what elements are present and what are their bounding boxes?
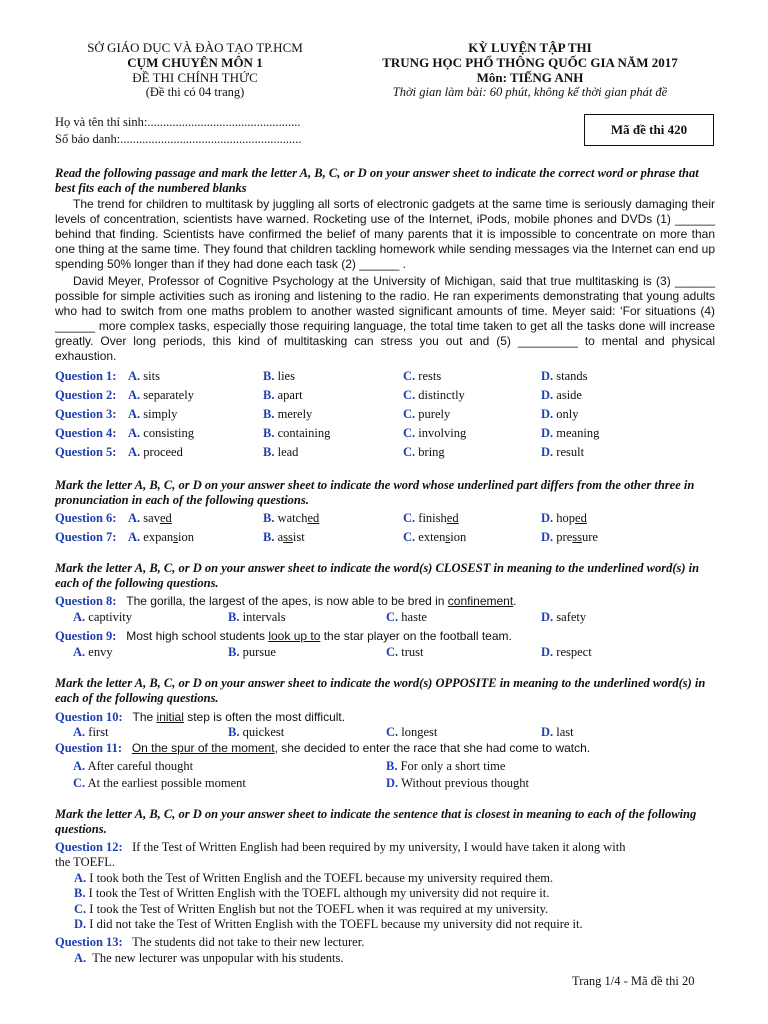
- option-letter: A.: [128, 426, 141, 440]
- option-text: involving: [418, 426, 467, 440]
- option-text: expan: [143, 530, 174, 544]
- option-text: Without previous thought: [401, 776, 530, 790]
- option-letter: D.: [541, 445, 554, 459]
- option-text: haste: [401, 610, 427, 624]
- option-text: containing: [277, 426, 331, 440]
- question-12-option-b: [74, 886, 714, 901]
- stem-text: .: [513, 594, 517, 608]
- option-text: a: [277, 530, 284, 544]
- option-text: rests: [418, 369, 442, 383]
- option-letter: D.: [541, 530, 554, 544]
- option-text: At the earliest possible moment: [87, 776, 246, 790]
- option-b: [263, 445, 298, 460]
- question-8-options: [55, 610, 715, 626]
- question-6: [55, 511, 715, 527]
- question-label: Question 13:: [55, 935, 123, 949]
- option-text: last: [556, 725, 574, 739]
- option-letter: A.: [74, 871, 87, 885]
- option-letter: D.: [386, 776, 399, 790]
- subject-name: Môn: TIẾNG ANH: [476, 70, 584, 85]
- page-footer: Trang 1/4 - Mã đề thi 20: [572, 974, 695, 988]
- question-7: [55, 530, 715, 546]
- option-letter: D.: [541, 407, 554, 421]
- question-label: Question 10:: [55, 710, 123, 724]
- option-letter: B.: [228, 645, 240, 659]
- header-right: [345, 40, 715, 100]
- passage-paragraph-2: [55, 274, 715, 363]
- option-text: lies: [277, 369, 295, 383]
- option-underlined: ss: [572, 530, 582, 544]
- option-underlined: s: [173, 530, 179, 544]
- option-text: exten: [418, 530, 446, 544]
- question-label: Question 12:: [55, 840, 123, 854]
- option-text: meaning: [556, 426, 600, 440]
- candidate-name-line: Họ và tên thí sinh:.................................................: [55, 115, 301, 129]
- option-letter: A.: [73, 645, 86, 659]
- option-d: [541, 445, 584, 460]
- question-3: [55, 407, 715, 423]
- question-label: Question 7:: [55, 530, 117, 544]
- option-a: [128, 407, 177, 422]
- option-b: [263, 388, 303, 403]
- option-text: simply: [143, 407, 178, 421]
- option-text: I took the Test of Written English with the TOEFL although my university did not require it.: [88, 886, 550, 900]
- section4-instruction: Mark the letter A, B, C, or D on your answer sheet to indicate the word(s) OPPOSITE in meaning to the underlined word(s) in each of the following questions.: [55, 676, 706, 705]
- option-c: [403, 369, 441, 384]
- stem-underlined: On the spur of the moment: [131, 741, 275, 755]
- option-text: sav: [143, 511, 160, 525]
- option-letter: C.: [403, 426, 416, 440]
- option-letter: A.: [73, 759, 86, 773]
- page-count-note: (Đề thi có 04 trang): [145, 85, 245, 99]
- stem-text: The gorilla, the largest of the apes, is now able to be bred in: [126, 594, 448, 608]
- option-letter: C.: [386, 645, 399, 659]
- question-label: Question 9:: [55, 629, 117, 643]
- question-11-stem: [55, 741, 715, 757]
- option-underlined: ss: [283, 530, 293, 544]
- passage-text-1: The trend for children to multitask by juggling all sorts of electronic gadgets at the same time is seriously damaging their levels of concentration, scientists have warned. Rocketing use of the Internet, iPods, mobile phones and DVDs (1) ______ behind that finding. Scientists have confirmed the belief of many parents that it is impossible to concentrate on more than one thing at the same time. They found that children tackling homework while sending messages via the Internet can end up spending 50% longer than if they had done each task (2) ______ .: [55, 197, 715, 271]
- exam-title: KỲ LUYỆN TẬP THI: [468, 40, 592, 55]
- stem-text: , she decided to enter the race that she had come to watch.: [274, 741, 591, 755]
- option-text: proceed: [143, 445, 183, 459]
- question-label: Question 8:: [55, 594, 117, 608]
- option-b: [263, 369, 295, 384]
- option-text: longest: [401, 725, 438, 739]
- option-letter: B.: [228, 725, 240, 739]
- option-d: [541, 388, 582, 403]
- exam-code-box: Mã đề thi 420: [584, 114, 714, 146]
- stem-text: The: [132, 710, 157, 724]
- question-stem: [125, 741, 590, 755]
- question-label: Question 1:: [55, 369, 117, 383]
- option-letter: C.: [74, 902, 87, 916]
- option-letter: C.: [386, 610, 399, 624]
- option-text: hop: [556, 511, 576, 525]
- option-c: [403, 388, 465, 403]
- option-underlined: ed: [159, 511, 172, 525]
- stem-text: The students did not take to their new lecturer.: [132, 935, 365, 949]
- option-d: [541, 407, 579, 422]
- question-13-option-a: [74, 951, 714, 966]
- option-letter: B.: [263, 511, 275, 525]
- option-letter: A.: [128, 388, 141, 402]
- question-12-option-c: [74, 902, 714, 917]
- candidate-id-line: Số báo danh:..........................................................: [55, 132, 302, 146]
- option-text: ion: [450, 530, 467, 544]
- option-text: The new lecturer was unpopular with his students.: [92, 951, 344, 965]
- option-text: sits: [143, 369, 160, 383]
- option-c: [403, 445, 445, 460]
- option-letter: D.: [541, 645, 554, 659]
- option-text: merely: [277, 407, 313, 421]
- option-letter: A.: [74, 951, 87, 965]
- section5-instruction: Mark the letter A, B, C, or D on your answer sheet to indicate the sentence that is closest in meaning to each of the following questions.: [55, 807, 697, 836]
- header-left: [55, 40, 335, 100]
- option-c: [403, 407, 450, 422]
- option-text: For only a short time: [400, 759, 506, 773]
- option-text: I took both the Test of Written English and the TOEFL because my university required them.: [89, 871, 554, 885]
- cluster-name: CỤM CHUYÊN MÔN 1: [127, 55, 263, 70]
- question-11-options-row2: [55, 776, 715, 792]
- option-underlined: ed: [446, 511, 459, 525]
- option-text: watch: [277, 511, 308, 525]
- option-letter: A.: [128, 530, 141, 544]
- option-text: respect: [556, 645, 592, 659]
- option-text: stands: [556, 369, 588, 383]
- option-letter: C.: [386, 725, 399, 739]
- option-letter: B.: [228, 610, 240, 624]
- option-b: [263, 426, 330, 441]
- question-stem: [126, 710, 345, 724]
- option-letter: A.: [73, 610, 86, 624]
- option-letter: B.: [263, 445, 275, 459]
- section1-instruction: Read the following passage and mark the letter A, B, C, or D on your answer sheet to indicate the correct word or phrase that best fits each of the numbered blanks: [55, 166, 699, 195]
- time-limit: Thời gian làm bài: 60 phút, không kể thời gian phát đề: [392, 85, 668, 99]
- option-text: lead: [277, 445, 299, 459]
- option-letter: A.: [73, 725, 86, 739]
- option-underlined: s: [445, 530, 451, 544]
- question-5: [55, 445, 715, 461]
- option-text: only: [556, 407, 579, 421]
- option-letter: C.: [403, 369, 416, 383]
- option-letter: B.: [263, 530, 275, 544]
- option-letter: D.: [541, 511, 554, 525]
- option-text: quickest: [242, 725, 285, 739]
- question-12-stem: [55, 840, 715, 856]
- question-stem: [120, 629, 512, 643]
- option-letter: B.: [263, 407, 275, 421]
- option-text: intervals: [242, 610, 286, 624]
- question-12-option-d: [74, 917, 714, 932]
- question-9-stem: [55, 629, 715, 645]
- question-label: Question 11:: [55, 741, 123, 755]
- option-letter: B.: [74, 886, 86, 900]
- question-12-option-a: [74, 871, 714, 886]
- official-exam-label: ĐỀ THI CHÍNH THỨC: [132, 70, 258, 85]
- option-a: [128, 426, 194, 441]
- option-text: After careful thought: [87, 759, 194, 773]
- option-d: [541, 369, 588, 384]
- option-c: [403, 426, 466, 441]
- stem-text: step is often the most difficult.: [183, 710, 346, 724]
- option-letter: C.: [403, 511, 416, 525]
- option-letter: A.: [128, 369, 141, 383]
- option-text: safety: [556, 610, 587, 624]
- option-letter: C.: [403, 530, 416, 544]
- option-letter: D.: [74, 917, 87, 931]
- option-letter: C.: [403, 388, 416, 402]
- option-text: distinctly: [418, 388, 465, 402]
- question-13-stem: [55, 935, 715, 951]
- option-letter: C.: [403, 407, 416, 421]
- stem-underlined: initial: [156, 710, 184, 724]
- passage-text-2: David Meyer, Professor of Cognitive Psychology at the University of Michigan, said that true multitasking is (3) ______ possible for simple activities such as ironing and listening to the radio. He ran experiments demonstrating that young adults who had to switch from one maths problem to another wasted significant amounts of time. Meyer said: ‘For situations (4) ______ more complex tasks, especially those requiring language, the total time taken to get all the tasks done will increase greatly. Over long periods, this kind of multitasking can stress you out and (5) _________ to mental and physical exhaustion.: [55, 274, 715, 363]
- option-letter: B.: [386, 759, 398, 773]
- option-text: ist: [292, 530, 305, 544]
- question-label: Question 3:: [55, 407, 117, 421]
- option-letter: B.: [263, 369, 275, 383]
- question-8-stem: [55, 594, 715, 610]
- option-text: envy: [88, 645, 113, 659]
- option-letter: D.: [541, 725, 554, 739]
- option-text: aside: [556, 388, 582, 402]
- option-a: [128, 445, 183, 460]
- option-text: separately: [143, 388, 194, 402]
- question-stem: [126, 840, 626, 854]
- question-12-stem-cont: the TOEFL.: [55, 855, 115, 869]
- question-4: [55, 426, 715, 442]
- section2-instruction: Mark the letter A, B, C, or D on your answer sheet to indicate the word whose underlined part differs from the other three in pronunciation in each of the following questions.: [55, 478, 695, 507]
- option-text: ure: [581, 530, 598, 544]
- stem-text: the star player on the football team.: [320, 629, 512, 643]
- option-text: pre: [556, 530, 573, 544]
- option-text: purely: [418, 407, 451, 421]
- option-text: captivity: [88, 610, 133, 624]
- option-underlined: ed: [575, 511, 587, 525]
- option-text: bring: [418, 445, 445, 459]
- question-stem: [120, 594, 517, 608]
- option-letter: D.: [541, 426, 554, 440]
- option-text: consisting: [143, 426, 194, 440]
- option-letter: A.: [128, 407, 141, 421]
- question-11-options-row1: [55, 759, 715, 775]
- stem-underlined: look up to: [268, 629, 321, 643]
- section3-instruction: Mark the letter A, B, C, or D on your answer sheet to indicate the word(s) CLOSEST in meaning to the underlined word(s) in each of the following questions.: [55, 561, 700, 590]
- option-text: ion: [178, 530, 194, 544]
- exam-subtitle: TRUNG HỌC PHỔ THÔNG QUỐC GIA NĂM 2017: [382, 55, 678, 70]
- department-name: SỞ GIÁO DỤC VÀ ĐÀO TẠO TP.HCM: [87, 40, 303, 55]
- option-text: I did not take the Test of Written English with the TOEFL because my university did not require it.: [89, 917, 583, 931]
- question-label: Question 5:: [55, 445, 117, 459]
- option-text: result: [556, 445, 585, 459]
- option-a: [128, 388, 194, 403]
- question-label: Question 6:: [55, 511, 117, 525]
- stem-underlined: confinement: [447, 594, 514, 608]
- option-b: [263, 407, 312, 422]
- option-a: [128, 369, 160, 384]
- option-text: trust: [401, 645, 424, 659]
- option-letter: D.: [541, 388, 554, 402]
- question-10-options: [55, 725, 715, 741]
- option-text: first: [88, 725, 109, 739]
- option-letter: B.: [263, 426, 275, 440]
- option-text: I took the Test of Written English but not the TOEFL when it was required at my university.: [89, 902, 549, 916]
- stem-text: If the Test of Written English had been required by my university, I would have taken it along with: [132, 840, 626, 854]
- question-1: [55, 369, 715, 385]
- question-stem: [126, 935, 364, 949]
- option-letter: D.: [541, 610, 554, 624]
- option-underlined: ed: [307, 511, 320, 525]
- option-text: pursue: [242, 645, 276, 659]
- question-label: Question 2:: [55, 388, 117, 402]
- question-9-options: [55, 645, 715, 661]
- option-letter: C.: [403, 445, 416, 459]
- option-letter: A.: [128, 445, 141, 459]
- option-text: apart: [277, 388, 303, 402]
- option-letter: A.: [128, 511, 141, 525]
- question-10-stem: [55, 710, 715, 726]
- option-letter: C.: [73, 776, 86, 790]
- option-letter: D.: [541, 369, 554, 383]
- option-d: [541, 426, 599, 441]
- question-label: Question 4:: [55, 426, 117, 440]
- option-text: finish: [418, 511, 447, 525]
- passage-paragraph-1: [55, 197, 715, 272]
- question-2: [55, 388, 715, 404]
- option-letter: B.: [263, 388, 275, 402]
- stem-text: Most high school students: [126, 629, 269, 643]
